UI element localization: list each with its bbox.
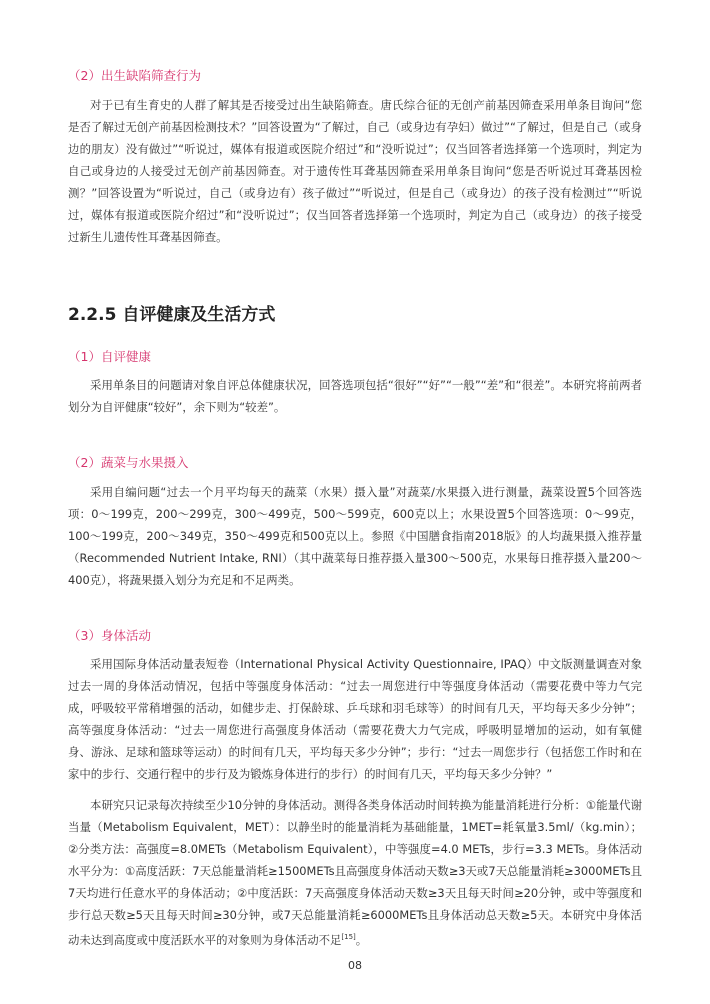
paragraph-physical-activity-met (68, 794, 642, 951)
met-paragraph-end: 。 (355, 932, 368, 947)
subheading-self-rated-health: （1）自评健康 (68, 349, 151, 364)
subheading-birth-defect-screening: （2）出生缺陷筛查行为 (68, 68, 201, 83)
subheading-vegetable-fruit-intake: （2）蔬菜与水果摄入 (68, 455, 189, 470)
paragraph-birth-defect-screening: 对于已有生育史的人群了解其是否接受过出生缺陷筛查。唐氏综合征的无创产前基因筛查采用单条目询问“您是否了解过无创产前基因检测技术？”回答设置为“了解过，自己（或身边有孕妇）做过”“了解过，但是自己（或身边的朋友）没有做过”“听说过，媒体有报道或医院介绍过”和“没听说过”；仅当回答者选择第一个选项时，判定为自己或身边的人接受过无创产前基因筛查。对于遗传性耳聋基因筛查采用单条目询问“您是否听说过耳聋基因检测？”回答设置为“听说过，自己（或身边有）孩子做过”“听说过，但是自己（或身边）的孩子没有检测过”“听说过，媒体有报道或医院介绍过”和“没听说过”；仅当回答者选择第一个选项时，判定为自己（或身边）的孩子接受过新生儿遗传性耳聋基因筛查。 (68, 98, 642, 244)
paragraph-physical-activity-ipaq: 采用国际身体活动量表短卷（International Physical Activity Questionnaire, IPAQ）中文版测量调查对象过去一周的身体活动情况，包括中等强度身体活动：“过去一周您进行中等强度身体活动（需要花费中等力气完成，呼吸较平常稍增强的活动，如健步走、打保龄球、乒乓球和羽毛球等）的时间有几天，平均每天多少分钟”；高等强度身体活动：“过去一周您进行高强度身体活动（需要花费大力气完成，呼吸明显增加的运动，如有氧健身、游泳、足球和篮球等运动）的时间有几天，平均每天多少分钟”；步行：“过去一周您步行（包括您工作时和在家中的步行、交通行程中的步行及为锻炼身体进行的步行）的时间有几天，平均每天多少分钟？” (68, 657, 642, 781)
paragraph-self-rated-health: 采用单条目的问题请对象自评总体健康状况，回答选项包括“很好”“好”“一般”“差”和“很差”。本研究将前两者划分为自评健康“较好”，余下则为“较差”。 (68, 378, 642, 414)
page-number: 08 (348, 959, 362, 972)
paragraph-vegetable-fruit-intake: 采用自编问题“过去一个月平均每天的蔬菜（水果）摄入量”对蔬菜/水果摄入进行测量，蔬菜设置5个回答选项：0～199克，200～299克，300～499克，500～599克，600克以上；水果设置5个回答选项：0～99克，100～199克，200～349克，350～499克和500克以上。参照《中国膳食指南2018版》的人均蔬果摄入推荐量（Recommended Nutrient Intake, RNI）（其中蔬菜每日推荐摄入量300～500克，水果每日推荐摄入量200～400克），将蔬果摄入划分为充足和不足两类。 (68, 485, 642, 587)
section-title-2-2-5: 2.2.5 自评健康及生活方式 (68, 305, 276, 325)
met-paragraph-text: 本研究只记录每次持续至少10分钟的身体活动。测得各类身体活动时间转换为能量消耗进行分析：①能量代谢当量（Metabolism Equivalent，MET）：以静坐时的能量消耗为基础能量，1MET=耗氧量3.5ml/（kg.min）；②分类方法：高强度=8.0METs（Metabolism Equivalent），中等强度=4.0 METs，步行=3.3 METs。身体活动水平分为：①高度活跃：7天总能量消耗≥1500METs且高强度身体活动天数≥3天或7天总能量消耗≥3000METs且7天均进行任意水平的身体活动；②中度活跃：7天高强度身体活动天数≥3天且每天时间≥20分钟，或中等强度和步行总天数≥5天且每天时间≥30分钟，或7天总能量消耗≥6000METs且身体活动总天数≥5天。本研究中身体活动未达到高度或中度活跃水平的对象则为身体活动不足 (68, 798, 642, 947)
subheading-physical-activity: （3）身体活动 (68, 628, 151, 643)
citation-marker: [15] (341, 933, 356, 941)
